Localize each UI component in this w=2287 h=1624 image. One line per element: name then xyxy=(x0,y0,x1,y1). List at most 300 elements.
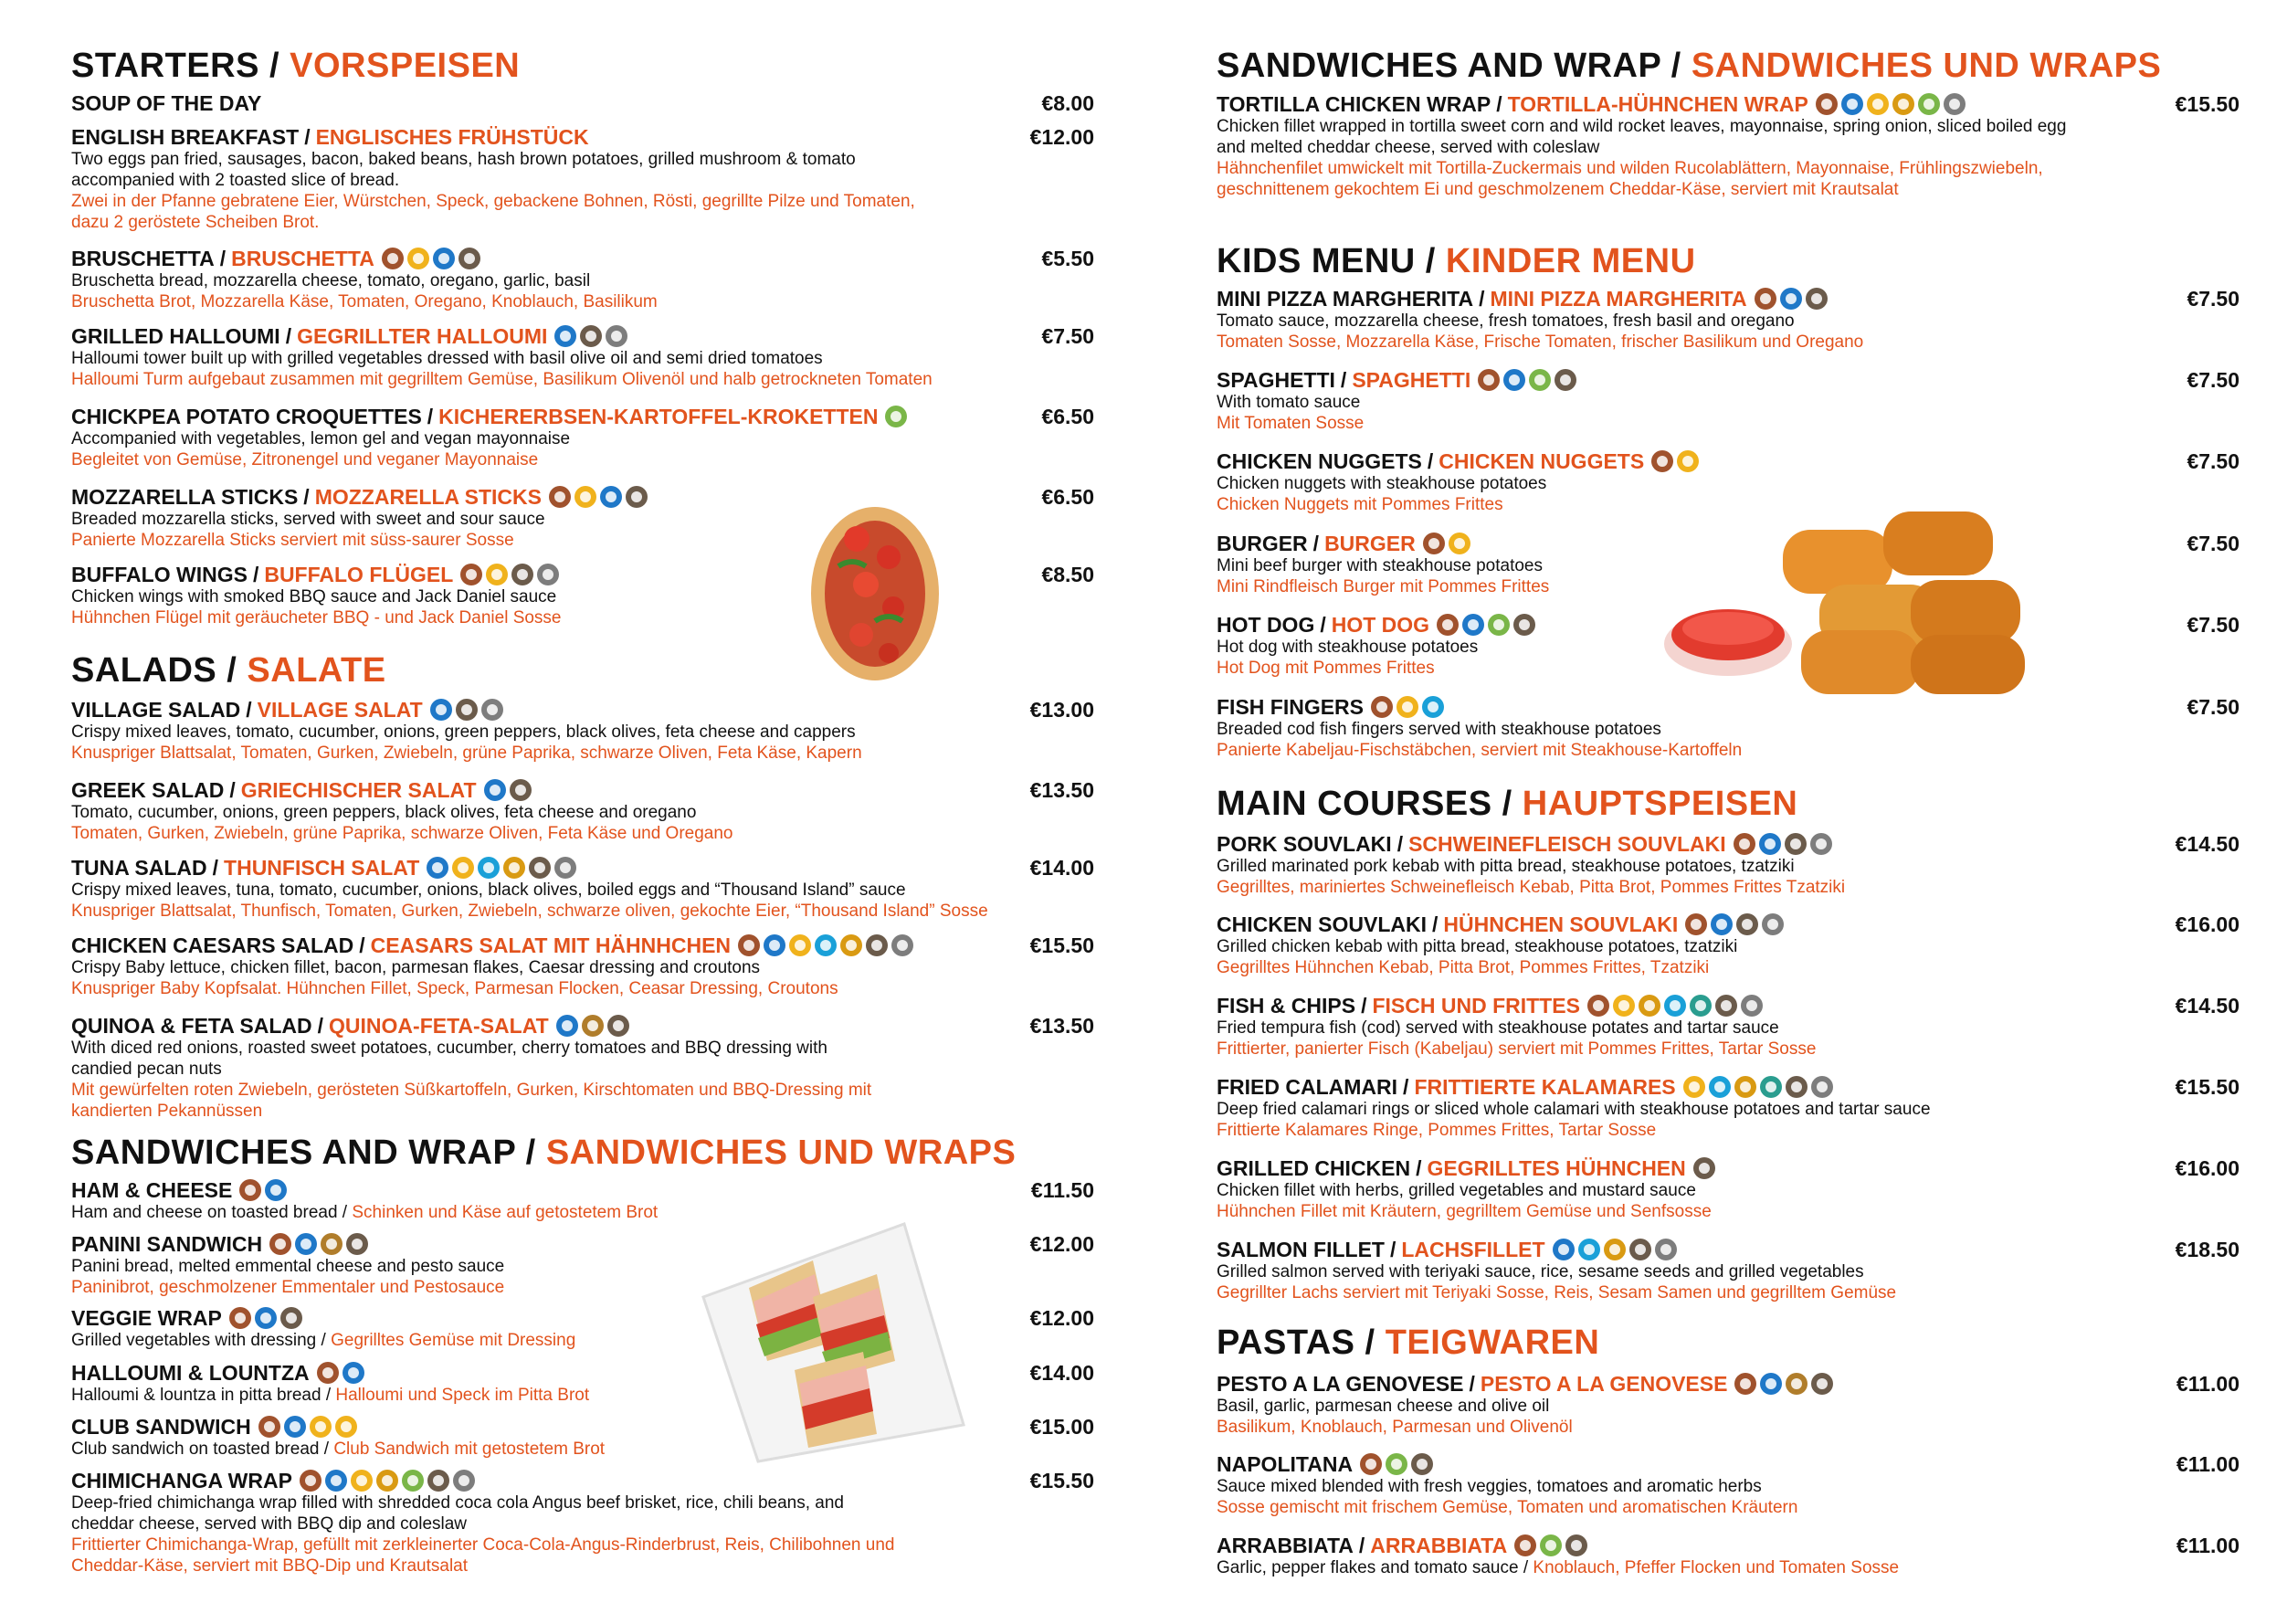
club-sandwich-image xyxy=(694,1187,968,1475)
egg-icon xyxy=(351,1470,373,1492)
item-description-de: Hühnchen Fillet mit Kräutern, gegrilltem Gemüse und Senfsosse xyxy=(1217,1202,1712,1221)
item-name-de: BURGER xyxy=(1324,532,1416,555)
item-description: Basil, garlic, parmesan cheese and olive oil xyxy=(1217,1397,1550,1416)
menu-item: MINI PIZZA MARGHERITA / MINI PIZZA MARGHERITA €7.50 Tomato sauce, mozzarella cheese, fresh tomatoes, fresh basil and oregano Tomaten Sosse, Mozzarella Käse, Frische Tomaten, frischer Basilikum und Oregano xyxy=(1217,287,2240,352)
egg-icon xyxy=(1867,93,1889,115)
milk-icon xyxy=(427,857,448,879)
section-title-de: HAUPTSPEISEN xyxy=(1522,785,1798,823)
item-name: GRILLED HALLOUMI xyxy=(71,324,280,348)
item-description: Mini beef burger with steakhouse potatoes xyxy=(1217,556,1543,575)
item-description: Crispy Baby lettuce, chicken fillet, bacon, parmesan flakes, Caesar dressing and croutons xyxy=(71,958,761,977)
item-description-de: Tomaten, Gurken, Zwiebeln, grüne Paprika, schwarze Oliven, Feta Käse und Oregano xyxy=(71,824,733,843)
egg-icon xyxy=(574,486,596,508)
item-price: €14.50 xyxy=(2175,994,2240,1018)
item-name: MINI PIZZA MARGHERITA xyxy=(1217,287,1474,311)
item-description-de: Club Sandwich mit getostetem Brot xyxy=(333,1439,606,1459)
menu-item: HALLOUMI & LOUNTZA €14.00 Halloumi & lountza in pitta bread / Halloumi und Speck im Pitta Brot xyxy=(71,1361,1094,1405)
item-description-de: Tomaten Sosse, Mozzarella Käse, Frische Tomaten, frischer Basilikum und Oregano xyxy=(1217,332,1864,352)
item-description: Breaded mozzarella sticks, served with sweet and sour sauce xyxy=(71,510,545,529)
starters-title: STARTERS / VORSPEISEN xyxy=(71,47,521,85)
item-description: Crispy mixed leaves, tuna, tomato, cucumber, onions, black olives, boiled eggs and “Thousand Island” sauce xyxy=(71,881,906,900)
item-description: Chicken nuggets with steakhouse potatoes xyxy=(1217,474,1547,493)
fish-icon xyxy=(1422,696,1444,718)
item-price: €12.00 xyxy=(1029,1232,1094,1256)
milk-icon xyxy=(325,1470,347,1492)
item-description-de: Panierte Kabeljau-Fischstäbchen, serviert mit Steakhouse-Kartoffeln xyxy=(1217,741,1743,760)
item-description-de: Knuspriger Baby Kopfsalat. Hühnchen Fillet, Speck, Parmesan Flocken, Ceasar Dressing, Croutons xyxy=(71,979,838,998)
item-name-de: CEASARS SALAT MIT HÄHNHCHEN xyxy=(370,933,732,957)
item-name-de: SPAGHETTI xyxy=(1352,368,1471,392)
mustard-icon xyxy=(1604,1239,1626,1260)
item-price: €12.00 xyxy=(1029,1306,1094,1330)
celery-icon xyxy=(1918,93,1940,115)
section-title-en: MAIN COURSES xyxy=(1217,785,1492,823)
item-description-de: Knoblauch, Pfeffer Flocken und Tomaten Sosse xyxy=(1533,1558,1900,1577)
gluten-icon xyxy=(1437,614,1459,636)
nuts-icon xyxy=(1629,1239,1651,1260)
milk-icon xyxy=(1759,833,1781,855)
nuts-icon xyxy=(580,325,602,347)
item-price: €14.50 xyxy=(2175,832,2240,856)
menu-item: HAM & CHEESE €11.50 Ham and cheese on toasted bread / Schinken und Käse auf getostetem Brot xyxy=(71,1178,1094,1222)
nuts-icon xyxy=(510,779,532,801)
item-name-de: THUNFISCH SALAT xyxy=(224,856,420,880)
gluten-icon xyxy=(382,248,404,269)
mustard-icon xyxy=(503,857,525,879)
milk-icon xyxy=(1841,93,1863,115)
item-price: €15.50 xyxy=(2175,1075,2240,1099)
milk-icon xyxy=(295,1233,317,1255)
item-description: Garlic, pepper flakes and tomato sauce xyxy=(1217,1558,1519,1577)
item-name: CHICKPEA POTATO CROQUETTES xyxy=(71,405,422,428)
menu-item: CHICKPEA POTATO CROQUETTES / KICHERERBSEN-KARTOFFEL-KROKETTEN €6.50 Accompanied with vegetables, lemon gel and vegan mayonnaise Begleitet von Gemüse, Zitronengel und veganer Mayonnaise xyxy=(71,405,1094,469)
section-title-en: PASTAS xyxy=(1217,1323,1355,1362)
sulphite-icon xyxy=(554,857,576,879)
item-price: €7.50 xyxy=(2187,613,2240,637)
section-title-de: TEIGWAREN xyxy=(1385,1323,1600,1362)
kids-title: KIDS MENU / KINDER MENU xyxy=(1217,242,1696,280)
celery-icon xyxy=(1529,369,1551,391)
item-description-de: Panierte Mozzarella Sticks serviert mit süss-saurer Sosse xyxy=(71,531,514,550)
item-description-de: Mit Tomaten Sosse xyxy=(1217,414,1365,433)
nuts-icon xyxy=(1786,1076,1807,1098)
fish-icon xyxy=(1578,1239,1600,1260)
item-description-de: Mit gewürfelten roten Zwiebeln, gerösteten Süßkartoffeln, Gurken, Kirschtomaten und BBQ-Dressing mit kandierten Pekannüssen xyxy=(71,1081,872,1121)
fish-icon xyxy=(478,857,500,879)
item-name-de: ENGLISCHES FRÜHSTÜCK xyxy=(315,125,589,149)
mustard-icon xyxy=(840,934,862,956)
menu-item xyxy=(71,91,1094,115)
item-name: BURGER xyxy=(1217,532,1308,555)
item-description: Halloumi tower built up with grilled vegetables dressed with basil olive oil and semi dried tomatoes xyxy=(71,349,823,368)
item-description: Deep-fried chimichanga wrap filled with shredded coca cola Angus beef brisket, rice, chili beans, and cheddar cheese, served with BBQ dip and coleslaw xyxy=(71,1493,844,1534)
item-description-de: Chicken Nuggets mit Pommes Frittes xyxy=(1217,495,1503,514)
item-description-de: Hähnchenfilet umwickelt mit Tortilla-Zuckermais und wilden Rucolablättern, Mayonnaise, Frühlingszwiebeln, geschnittenem gekochtem Ei und geschmolzenem Cheddar-Käse, serviert mit Krautsalat xyxy=(1217,159,2043,199)
item-name: HAM & CHEESE xyxy=(71,1178,233,1202)
item-description-de: Frittierter, panierter Fisch (Kabeljau) serviert mit Pommes Frittes, Tartar Sosse xyxy=(1217,1039,1817,1059)
item-description-de: Begleitet von Gemüse, Zitronengel und veganer Mayonnaise xyxy=(71,450,539,469)
section-title-de: KINDER MENU xyxy=(1445,242,1696,280)
item-name: HALLOUMI & LOUNTZA xyxy=(71,1361,310,1385)
item-price: €16.00 xyxy=(2175,912,2240,936)
menu-item: QUINOA & FETA SALAD / QUINOA-FETA-SALAT €13.50 With diced red onions, roasted sweet potatoes, cucumber, cherry tomatoes and BBQ dressing with candied pecan nuts Mit gewürfelten roten Zwiebeln, gerösteten Süßkartoffeln, Gurken, Kirschtomaten und BBQ-Dressing mit kandierten Pekannüssen xyxy=(71,1014,1094,1121)
item-name: CHICKEN SOUVLAKI xyxy=(1217,912,1428,936)
item-price: €18.50 xyxy=(2175,1238,2240,1261)
menu-item: BRUSCHETTA / BRUSCHETTA €5.50 Bruschetta bread, mozzarella cheese, tomato, oregano, garlic, basil Bruschetta Brot, Mozzarella Käse, Tomaten, Oregano, Knoblauch, Basilikum xyxy=(71,247,1094,311)
gluten-icon xyxy=(1360,1453,1382,1475)
sulphite-icon xyxy=(537,564,559,585)
sulphite-icon xyxy=(606,325,627,347)
item-description: Fried tempura fish (cod) served with steakhouse potates and tartar sauce xyxy=(1217,1018,1779,1038)
nuts-icon xyxy=(458,248,480,269)
item-description-de: Schinken und Käse auf getostetem Brot xyxy=(352,1203,659,1222)
item-price: €5.50 xyxy=(1041,247,1094,270)
item-price: €7.50 xyxy=(2187,287,2240,311)
item-name-de: HÜHNCHEN SOUVLAKI xyxy=(1443,912,1679,936)
item-description: Halloumi & lountza in pitta bread xyxy=(71,1386,321,1405)
item-price: €15.50 xyxy=(1029,1469,1094,1492)
item-description: Chicken fillet with herbs, grilled vegetables and mustard sauce xyxy=(1217,1181,1696,1200)
item-price: €11.00 xyxy=(2176,1372,2240,1396)
mustard-icon xyxy=(376,1470,398,1492)
item-price: €7.50 xyxy=(1041,324,1094,348)
gluten-icon xyxy=(1514,1534,1536,1556)
nuts-icon xyxy=(1806,288,1828,310)
item-name-de: PESTO A LA GENOVESE xyxy=(1480,1372,1728,1396)
item-name: FRIED CALAMARI xyxy=(1217,1075,1398,1099)
sesame-icon xyxy=(1811,1373,1833,1395)
menu-item: VILLAGE SALAD / VILLAGE SALAT €13.00 Crispy mixed leaves, tomato, cucumber, onions, green peppers, black olives, feta cheese and cappers Knuspriger Blattsalat, Tomaten, Gurken, Zwiebeln, grüne Paprika, schwarze Oliven, Feta Käse, Kapern xyxy=(71,698,1094,763)
milk-icon xyxy=(284,1416,306,1438)
item-description: Deep fried calamari rings or sliced whole calamari with steakhouse potatoes and tartar sauce xyxy=(1217,1100,1931,1119)
item-description-de: Gegrilltes Hühnchen Kebab, Pitta Brot, Pommes Frittes, Tzatziki xyxy=(1217,958,1710,977)
item-price: €8.50 xyxy=(1041,563,1094,586)
egg-icon xyxy=(1396,696,1418,718)
item-name: MOZZARELLA STICKS xyxy=(71,485,299,509)
mains-title: MAIN COURSES / HAUPTSPEISEN xyxy=(1217,785,1798,823)
item-name: TUNA SALAD xyxy=(71,856,207,880)
menu-item: CHICKEN CAESARS SALAD / CEASARS SALAT MIT HÄHNHCHEN €15.50 Crispy Baby lettuce, chicken fillet, bacon, parmesan flakes, Caesar dressing and croutons Knuspriger Baby Kopfsalat. Hühnchen Fillet, Speck, Parmesan Flocken, Ceasar Dressing, Croutons xyxy=(71,933,1094,998)
item-price: €15.50 xyxy=(1029,933,1094,957)
egg-icon xyxy=(1683,1076,1705,1098)
item-name: CHICKEN CAESARS SALAD xyxy=(71,933,354,957)
item-price: €7.50 xyxy=(2187,532,2240,555)
gluten-icon xyxy=(1587,995,1609,1017)
gluten-icon xyxy=(1423,533,1445,554)
item-price: €11.00 xyxy=(2176,1534,2240,1557)
nuts-icon xyxy=(1513,614,1535,636)
section-title-en: KIDS MENU xyxy=(1217,242,1416,280)
item-price: €7.50 xyxy=(2187,368,2240,392)
item-name: NAPOLITANA xyxy=(1217,1452,1354,1476)
item-name-de: QUINOA-FETA-SALAT xyxy=(329,1014,549,1038)
item-name-de: KICHERERBSEN-KARTOFFEL-KROKETTEN xyxy=(438,405,879,428)
item-description: Sauce mixed blended with fresh veggies, tomatoes and aromatic herbs xyxy=(1217,1477,1762,1496)
nuts-icon xyxy=(1411,1453,1433,1475)
item-name: BUFFALO WINGS xyxy=(71,563,248,586)
item-name: SALMON FILLET xyxy=(1217,1238,1385,1261)
item-price: €12.00 xyxy=(1029,125,1094,149)
menu-item: TUNA SALAD / THUNFISCH SALAT €14.00 Crispy mixed leaves, tuna, tomato, cucumber, onions, black olives, boiled eggs and “Thousand Island” sauce Knuspriger Blattsalat, Thunfisch, Tomaten, Gurken, Zwiebeln, schwarze oliven, gekochte Eier, “Thousand Island” Sosse xyxy=(71,856,1094,921)
nuts-icon xyxy=(866,934,888,956)
menu-item: FRIED CALAMARI / FRITTIERTE KALAMARES €15.50 Deep fried calamari rings or sliced whole calamari with steakhouse potatoes and tartar sauce Frittierte Kalamares Ringe, Pommes Frittes, Tartar Sosse xyxy=(1217,1075,2240,1140)
item-description-de: Frittierter Chimichanga-Wrap, gefüllt mit zerkleinerter Coca-Cola-Angus-Rinderbrust, Reis, Chilibohnen und Cheddar-Käse, serviert mit BBQ-Dip und Krautsalat xyxy=(71,1535,895,1576)
item-price: €13.50 xyxy=(1029,778,1094,802)
milk-icon xyxy=(600,486,622,508)
item-description: Chicken wings with smoked BBQ sauce and Jack Daniel sauce xyxy=(71,587,557,606)
item-description: Accompanied with vegetables, lemon gel and vegan mayonnaise xyxy=(71,429,571,448)
celery-icon xyxy=(1540,1534,1562,1556)
menu-item: CHICKEN NUGGETS / CHICKEN NUGGETS €7.50 Chicken nuggets with steakhouse potatoes Chicken Nuggets mit Pommes Frittes xyxy=(1217,449,2240,514)
section-title-en: SALADS xyxy=(71,651,217,690)
item-description: With tomato sauce xyxy=(1217,393,1361,412)
egg-icon xyxy=(1449,533,1470,554)
gluten-icon xyxy=(258,1416,280,1438)
item-price: €11.50 xyxy=(1030,1178,1094,1202)
item-name: PANINI SANDWICH xyxy=(71,1232,263,1256)
item-price: €11.00 xyxy=(2176,1452,2240,1476)
sulphite-icon xyxy=(1762,913,1784,935)
egg-icon xyxy=(452,857,474,879)
celery-icon xyxy=(1386,1453,1407,1475)
item-name-de: GEGRILLTES HÜHNCHEN xyxy=(1427,1156,1686,1180)
menu-item: BUFFALO WINGS / BUFFALO FLÜGEL €8.50 Chicken wings with smoked BBQ sauce and Jack Daniel sauce Hühnchen Flügel mit geräucheter BBQ - und Jack Daniel Sosse xyxy=(71,563,1094,627)
item-description-de: Knuspriger Blattsalat, Thunfisch, Tomaten, Gurken, Zwiebeln, schwarze oliven, gekochte Eier, “Thousand Island” Sosse xyxy=(71,902,988,921)
item-description: Two eggs pan fried, sausages, bacon, baked beans, hash brown potatoes, grilled mushroom & tomato accompanied with 2 toasted slice of bread. xyxy=(71,150,856,190)
milk-icon xyxy=(1462,614,1484,636)
sandwiches-section-right xyxy=(1217,46,2240,86)
sulphite-icon xyxy=(1655,1239,1677,1260)
menu-item: FISH & CHIPS / FISCH UND FRITTES €14.50 Fried tempura fish (cod) served with steakhouse potates and tartar sauce Frittierter, panierter Fisch (Kabeljau) serviert mit Pommes Frittes, Tartar Sosse xyxy=(1217,994,2240,1059)
item-name-de: FRITTIERTE KALAMARES xyxy=(1414,1075,1676,1099)
item-description: Tomato sauce, mozzarella cheese, fresh tomatoes, fresh basil and oregano xyxy=(1217,311,1795,331)
gluten-icon xyxy=(229,1307,251,1329)
item-name-de: ARRABBIATA xyxy=(1370,1534,1508,1557)
gluten-icon xyxy=(1685,913,1707,935)
item-description-de: Hühnchen Flügel mit geräucheter BBQ - und Jack Daniel Sosse xyxy=(71,608,562,627)
section-title-de: SANDWICHES UND WRAPS xyxy=(1691,47,2162,85)
nuts-icon xyxy=(1786,1373,1807,1395)
item-name-de: LACHSFILLET xyxy=(1401,1238,1545,1261)
item-description-de: Gegrilltes, mariniertes Schweinefleisch Kebab, Pitta Brot, Pommes Frittes Tzatziki xyxy=(1217,878,1846,897)
item-name: PORK SOUVLAKI xyxy=(1217,832,1392,856)
chicken-nuggets-image xyxy=(1655,493,2039,703)
sulphite-icon xyxy=(481,699,503,721)
item-name-de: GEGRILLTER HALLOUMI xyxy=(297,324,548,348)
sandwiches-section xyxy=(71,1133,1094,1173)
item-price: €7.50 xyxy=(2187,449,2240,473)
item-description-de: Hot Dog mit Pommes Frittes xyxy=(1217,659,1435,678)
item-name: GRILLED CHICKEN xyxy=(1217,1156,1411,1180)
menu-item xyxy=(71,1469,1094,1577)
menu-item: GREEK SALAD / GRIECHISCHER SALAT €13.50 Tomato, cucumber, onions, green peppers, black olives, feta cheese and oregano Tomaten, Gurken, Zwiebeln, grüne Paprika, schwarze Oliven, Feta Käse und Oregano xyxy=(71,778,1094,843)
item-price: €13.50 xyxy=(1029,1014,1094,1038)
item-description: With diced red onions, roasted sweet potatoes, cucumber, cherry tomatoes and BBQ dressing with candied pecan nuts xyxy=(71,1039,827,1079)
sulphite-icon xyxy=(1944,93,1966,115)
egg-icon xyxy=(1677,450,1699,472)
gluten-icon xyxy=(317,1362,339,1384)
milk-icon xyxy=(556,1015,578,1037)
gluten-icon xyxy=(1734,833,1755,855)
nuts-icon xyxy=(1565,1534,1587,1556)
item-price: €7.50 xyxy=(2187,695,2240,719)
nuts-icon xyxy=(511,564,533,585)
milk-icon xyxy=(265,1179,287,1201)
item-description-de: Zwei in der Pfanne gebratene Eier, Würstchen, Speck, gebackene Bohnen, Rösti, gegrillte Pilze und Tomaten, dazu 2 geröstete Scheiben Brot. xyxy=(71,192,915,232)
menu-item: SPAGHETTI / SPAGHETTI €7.50 With tomato sauce Mit Tomaten Sosse xyxy=(1217,368,2240,433)
menu-item: VEGGIE WRAP €12.00 Grilled vegetables with dressing / Gegrilltes Gemüse mit Dressing xyxy=(71,1306,1094,1350)
item-name-de: MINI PIZZA MARGHERITA xyxy=(1490,287,1747,311)
milk-icon xyxy=(1711,913,1733,935)
salads-title: SALADS / SALATE xyxy=(71,651,386,690)
item-name: PESTO A LA GENOVESE xyxy=(1217,1372,1464,1396)
menu-item: PESTO A LA GENOVESE / PESTO A LA GENOVESE €11.00 Basil, garlic, parmesan cheese and olive oil Basilikum, Knoblauch, Parmesan und Olivenöl xyxy=(1217,1372,2240,1437)
gluten-icon xyxy=(460,564,482,585)
celery-icon xyxy=(1690,995,1712,1017)
item-description-de: Bruschetta Brot, Mozzarella Käse, Tomaten, Oregano, Knoblauch, Basilikum xyxy=(71,292,658,311)
mustard-icon xyxy=(1892,93,1914,115)
menu-item: PORK SOUVLAKI / SCHWEINEFLEISCH SOUVLAKI €14.50 Grilled marinated pork kebab with pitta bread, steakhouse potatoes, tzatziki Gegrilltes, mariniertes Schweinefleisch Kebab, Pitta Brot, Pommes Frittes Tzatziki xyxy=(1217,832,2240,897)
sandwiches-title: SANDWICHES AND WRAP / SANDWICHES UND WRAPS xyxy=(71,1134,1017,1172)
mains-section xyxy=(1217,784,2240,824)
celery-icon xyxy=(402,1470,424,1492)
item-name-de: CHICKEN NUGGETS xyxy=(1439,449,1645,473)
item-description: Tomato, cucumber, onions, green peppers, black olives, feta cheese and oregano xyxy=(71,803,697,822)
item-description: Grilled salmon served with teriyaki sauce, rice, sesame seeds and grilled vegetables xyxy=(1217,1262,1864,1281)
gluten-icon xyxy=(1734,1373,1756,1395)
gluten-icon xyxy=(1478,369,1500,391)
milk-icon xyxy=(1760,1373,1782,1395)
nuts-icon xyxy=(1736,913,1758,935)
nuts-icon xyxy=(456,699,478,721)
fish-icon xyxy=(1709,1076,1731,1098)
menu-item: MOZZARELLA STICKS / MOZZARELLA STICKS €6.50 Breaded mozzarella sticks, served with sweet and sour sauce Panierte Mozzarella Sticks serviert mit süss-saurer Sosse xyxy=(71,485,1094,550)
nuts-icon xyxy=(529,857,551,879)
item-name: BRUSCHETTA xyxy=(71,247,215,270)
item-name: ARRABBIATA xyxy=(1217,1534,1354,1557)
item-name-de: GRIECHISCHER SALAT xyxy=(240,778,477,802)
salads-section xyxy=(71,650,1094,691)
nuts-icon xyxy=(427,1470,449,1492)
item-description-de: Paninibrot, geschmolzener Emmentaler und Pestosauce xyxy=(71,1278,505,1297)
item-price: €8.00 xyxy=(1041,91,1094,115)
item-name: SPAGHETTI xyxy=(1217,368,1335,392)
item-description-de: Knuspriger Blattsalat, Tomaten, Gurken, Zwiebeln, grüne Paprika, schwarze Oliven, Feta Käse, Kapern xyxy=(71,743,862,763)
menu-item: ARRABBIATA / ARRABBIATA €11.00 Garlic, pepper flakes and tomato sauce / Knoblauch, Pfeffer Flocken und Tomaten Sosse xyxy=(1217,1534,2240,1577)
pastas-title: PASTAS / TEIGWAREN xyxy=(1217,1323,1600,1362)
item-description-de: Mini Rindfleisch Burger mit Pommes Frittes xyxy=(1217,577,1550,596)
gluten-icon xyxy=(1755,288,1776,310)
menu-item xyxy=(1217,695,2240,761)
egg-icon xyxy=(789,934,811,956)
item-name-de: SCHWEINEFLEISCH SOUVLAKI xyxy=(1408,832,1726,856)
menu-item: HOT DOG / HOT DOG €7.50 Hot dog with steakhouse potatoes Hot Dog mit Pommes Frittes xyxy=(1217,613,2240,678)
section-title-en: SANDWICHES AND WRAP xyxy=(71,1134,516,1172)
celery-icon xyxy=(1488,614,1510,636)
item-description-de: Gegrilltes Gemüse mit Dressing xyxy=(331,1331,576,1350)
sulphite-icon xyxy=(1811,1076,1833,1098)
item-name: CHICKEN NUGGETS xyxy=(1217,449,1422,473)
item-description: Grilled marinated pork kebab with pitta bread, steakhouse potatoes, tzatziki xyxy=(1217,857,1795,876)
milk-icon xyxy=(554,325,576,347)
item-name-de: VILLAGE SALAT xyxy=(257,698,423,722)
egg-icon xyxy=(407,248,429,269)
item-description-de: Halloumi und Speck im Pitta Brot xyxy=(335,1386,590,1405)
item-price: €6.50 xyxy=(1041,405,1094,428)
mustard-icon xyxy=(1639,995,1660,1017)
egg-icon xyxy=(486,564,508,585)
section-title-en: STARTERS xyxy=(71,47,259,85)
kids-section xyxy=(1217,241,2240,281)
nuts-icon xyxy=(1555,369,1576,391)
starters-section xyxy=(71,46,1094,86)
item-description: Bruschetta bread, mozzarella cheese, tomato, oregano, garlic, basil xyxy=(71,271,591,290)
item-name-de: BUFFALO FLÜGEL xyxy=(264,563,454,586)
sesame-icon xyxy=(346,1233,368,1255)
item-name: CHIMICHANGA WRAP xyxy=(71,1469,292,1492)
item-description: Club sandwich on toasted bread xyxy=(71,1439,320,1459)
menu-item: GRILLED CHICKEN / GEGRILLTES HÜHNCHEN €16.00 Chicken fillet with herbs, grilled vegetables and mustard sauce Hühnchen Fillet mit Kräutern, gegrilltem Gemüse und Senfsosse xyxy=(1217,1156,2240,1221)
nuts-icon xyxy=(1715,995,1737,1017)
section-title-en: SANDWICHES AND WRAP xyxy=(1217,47,1661,85)
item-name-de: BRUSCHETTA xyxy=(231,247,374,270)
item-name-de: TORTILLA-HÜHNCHEN WRAP xyxy=(1507,92,1808,116)
nuts-icon xyxy=(1693,1157,1715,1179)
item-name: QUINOA & FETA SALAD xyxy=(71,1014,312,1038)
gluten-icon xyxy=(549,486,571,508)
menu-item: SALMON FILLET / LACHSFILLET €18.50 Grilled salmon served with teriyaki sauce, rice, sesame seeds and grilled vegetables Gegrillter Lachs serviert mit Teriyaki Sosse, Reis, Sesam Samen und gegrilltem Gemüse xyxy=(1217,1238,2240,1302)
sandwiches-title: SANDWICHES AND WRAP / SANDWICHES UND WRAPS xyxy=(1217,47,2162,85)
sulphite-icon xyxy=(1741,995,1763,1017)
item-description-de: Gegrillter Lachs serviert mit Teriyaki Sosse, Reis, Sesam Samen und gegrilltem Gemüse xyxy=(1217,1283,1897,1302)
menu-item: CHICKEN SOUVLAKI / HÜHNCHEN SOUVLAKI €16.00 Grilled chicken kebab with pitta bread, steakhouse potatoes, tzatziki Gegrilltes Hühnchen Kebab, Pitta Brot, Pommes Frittes, Tzatziki xyxy=(1217,912,2240,977)
menu-item: ENGLISH BREAKFAST / ENGLISCHES FRÜHSTÜCK €12.00 Two eggs pan fried, sausages, bacon, baked beans, hash brown potatoes, grilled mushroom & tomato accompanied with 2 toasted slice of bread. Zwei in der Pfanne gebratene Eier, Würstchen, Speck, gebackene Bohnen, Rösti, gegrillte Pilze und Tomaten, dazu 2 geröstete Scheiben Brot. xyxy=(71,125,1094,232)
item-price: €6.50 xyxy=(1041,485,1094,509)
pastas-section xyxy=(1217,1323,2240,1363)
gluten-icon xyxy=(1371,696,1393,718)
sulphite-icon xyxy=(891,934,913,956)
item-price: €15.00 xyxy=(1029,1415,1094,1439)
gluten-icon xyxy=(300,1470,321,1492)
gluten-icon xyxy=(738,934,760,956)
item-name: SOUP OF THE DAY xyxy=(71,91,262,115)
item-name-de: HOT DOG xyxy=(1331,613,1430,637)
item-description: Chicken fillet wrapped in tortilla sweet corn and wild rocket leaves, mayonnaise, spring onion, sliced boiled egg and melted cheddar cheese, served with coleslaw xyxy=(1217,117,2067,157)
item-name: VEGGIE WRAP xyxy=(71,1306,222,1330)
item-description: Grilled vegetables with dressing xyxy=(71,1331,317,1350)
sulphite-icon xyxy=(453,1470,475,1492)
gluten-icon xyxy=(1816,93,1838,115)
item-name: FISH & CHIPS xyxy=(1217,994,1356,1018)
item-description: Grilled chicken kebab with pitta bread, steakhouse potatoes, tzatziki xyxy=(1217,937,1738,956)
item-name: GREEK SALAD xyxy=(71,778,225,802)
nuts-icon xyxy=(626,486,648,508)
menu-item xyxy=(1217,1452,2240,1518)
nuts-icon xyxy=(582,1015,604,1037)
menu-item: TORTILLA CHICKEN WRAP / TORTILLA-HÜHNCHEN WRAP €15.50 Chicken fillet wrapped in tortilla sweet corn and wild rocket leaves, mayonnaise, spring onion, sliced boiled egg and melted cheddar cheese, served with coleslaw Hähnchenfilet umwickelt mit Tortilla-Zuckermais und wilden Rucolablättern, Mayonnaise, Frühlingszwiebeln, geschnittenem gekochtem Ei und geschmolzenem Cheddar-Käse, serviert mit Krautsalat xyxy=(1217,92,2240,199)
nuts-icon xyxy=(280,1307,302,1329)
item-description: Crispy mixed leaves, tomato, cucumber, onions, green peppers, black olives, feta cheese and cappers xyxy=(71,722,856,742)
fish-icon xyxy=(815,934,837,956)
item-price: €14.00 xyxy=(1029,856,1094,880)
nuts-icon xyxy=(321,1233,343,1255)
vegan-icon xyxy=(885,406,907,427)
gluten-icon xyxy=(239,1179,261,1201)
item-name: TORTILLA CHICKEN WRAP xyxy=(1217,92,1491,116)
item-name: VILLAGE SALAD xyxy=(71,698,241,722)
egg-icon xyxy=(1613,995,1635,1017)
milk-icon xyxy=(764,934,785,956)
